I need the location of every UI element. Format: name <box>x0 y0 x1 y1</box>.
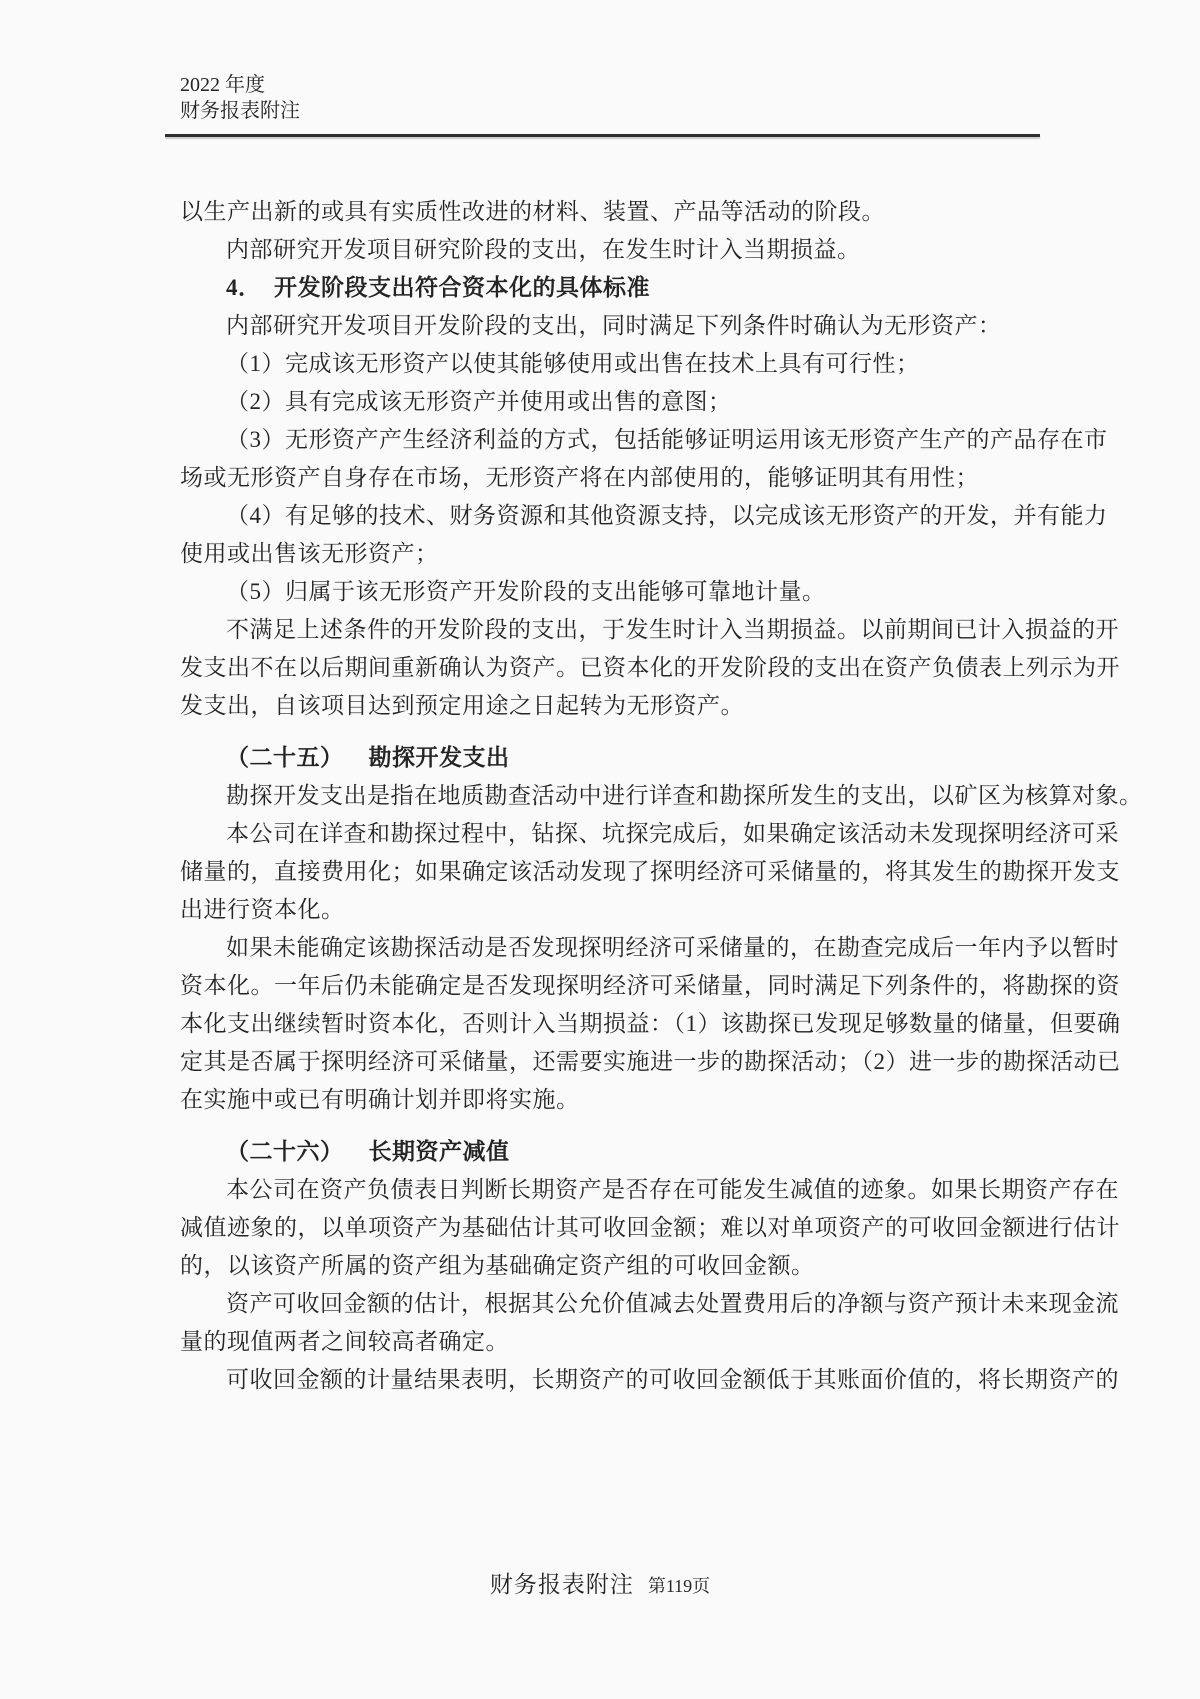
text-line: 的，以该资产所属的资产组为基础确定资产组的可收回金额。 <box>180 1253 815 1278</box>
text-line: 出进行资本化。 <box>180 897 345 922</box>
header-title: 财务报表附注 <box>180 100 300 122</box>
document-body <box>180 193 1143 1399</box>
text-line: 储量的，直接费用化；如果确定该活动发现了探明经济可采储量的，将其发生的勘探开发支 <box>180 859 1120 884</box>
text-line: 定其是否属于探明经济可采储量，还需要实施进一步的勘探活动；（2）进一步的勘探活动已 <box>180 1049 1121 1074</box>
list-item: （1）完成该无形资产以使其能够使用或出售在技术上具有可行性； <box>226 351 920 376</box>
text-line: 内部研究开发项目开发阶段的支出，同时满足下列条件时确认为无形资产： <box>226 313 1002 338</box>
text-line: 减值迹象的，以单项资产为基础估计其可收回金额；难以对单项资产的可收回金额进行估计 <box>180 1215 1120 1240</box>
text-line: 内部研究开发项目研究阶段的支出，在发生时计入当期损益。 <box>226 237 861 262</box>
text-line: 不满足上述条件的开发阶段的支出，于发生时计入当期损益。以前期间已计入损益的开 <box>226 617 1119 642</box>
list-item: （5）归属于该无形资产开发阶段的支出能够可靠地计量。 <box>226 579 826 604</box>
section-heading-4: 4． 开发阶段支出符合资本化的具体标准 <box>226 275 650 300</box>
text-line: 量的现值两者之间较高者确定。 <box>180 1329 509 1354</box>
text-line: 在实施中或已有明确计划并即将实施。 <box>180 1087 580 1112</box>
text-line: 场或无形资产自身存在市场，无形资产将在内部使用的，能够证明其有用性； <box>180 465 979 490</box>
page-header <box>180 72 1040 124</box>
text-line: 发支出不在以后期间重新确认为资产。已资本化的开发阶段的支出在资产负债表上列示为开 <box>180 655 1120 680</box>
text-line: 资产可收回金额的估计，根据其公允价值减去处置费用后的净额与资产预计未来现金流 <box>226 1291 1119 1316</box>
section-heading-25: （二十五） 勘探开发支出 <box>226 745 510 770</box>
section-heading-26: （二十六） 长期资产减值 <box>226 1139 510 1164</box>
text-line: 如果未能确定该勘探活动是否发现探明经济可采储量的，在勘查完成后一年内予以暂时 <box>226 935 1119 960</box>
page-footer <box>0 1566 1200 1599</box>
footer-page-number: 第119页 <box>647 1576 711 1596</box>
header-rule <box>165 134 1040 137</box>
text-line: 发支出，自该项目达到预定用途之日起转为无形资产。 <box>180 693 744 718</box>
text-line: 使用或出售该无形资产； <box>180 541 439 566</box>
list-item: （3）无形资产产生经济利益的方式，包括能够证明运用该无形资产生产的产品存在市 <box>226 427 1108 452</box>
header-year: 2022 年度 <box>180 74 265 96</box>
text-line: 以生产出新的或具有实质性改进的材料、装置、产品等活动的阶段。 <box>180 199 885 224</box>
footer-title: 财务报表附注 <box>489 1572 634 1597</box>
text-line: 本化支出继续暂时资本化，否则计入当期损益：（1）该勘探已发现足够数量的储量，但要确 <box>180 1011 1121 1036</box>
text-line: 本公司在详查和勘探过程中，钻探、坑探完成后，如果确定该活动未发现探明经济可采 <box>226 821 1119 846</box>
text-line: 本公司在资产负债表日判断长期资产是否存在可能发生减值的迹象。如果长期资产存在 <box>226 1177 1119 1202</box>
list-item: （4）有足够的技术、财务资源和其他资源支持，以完成该无形资产的开发，并有能力 <box>226 503 1108 528</box>
text-line: 勘探开发支出是指在地质勘查活动中进行详查和勘探所发生的支出，以矿区为核算对象。 <box>226 783 1143 808</box>
text-line: 资本化。一年后仍未能确定是否发现探明经济可采储量，同时满足下列条件的，将勘探的资 <box>180 973 1120 998</box>
list-item: （2）具有完成该无形资产并使用或出售的意图； <box>226 389 732 414</box>
text-line: 可收回金额的计量结果表明，长期资产的可收回金额低于其账面价值的，将长期资产的 <box>226 1367 1119 1392</box>
